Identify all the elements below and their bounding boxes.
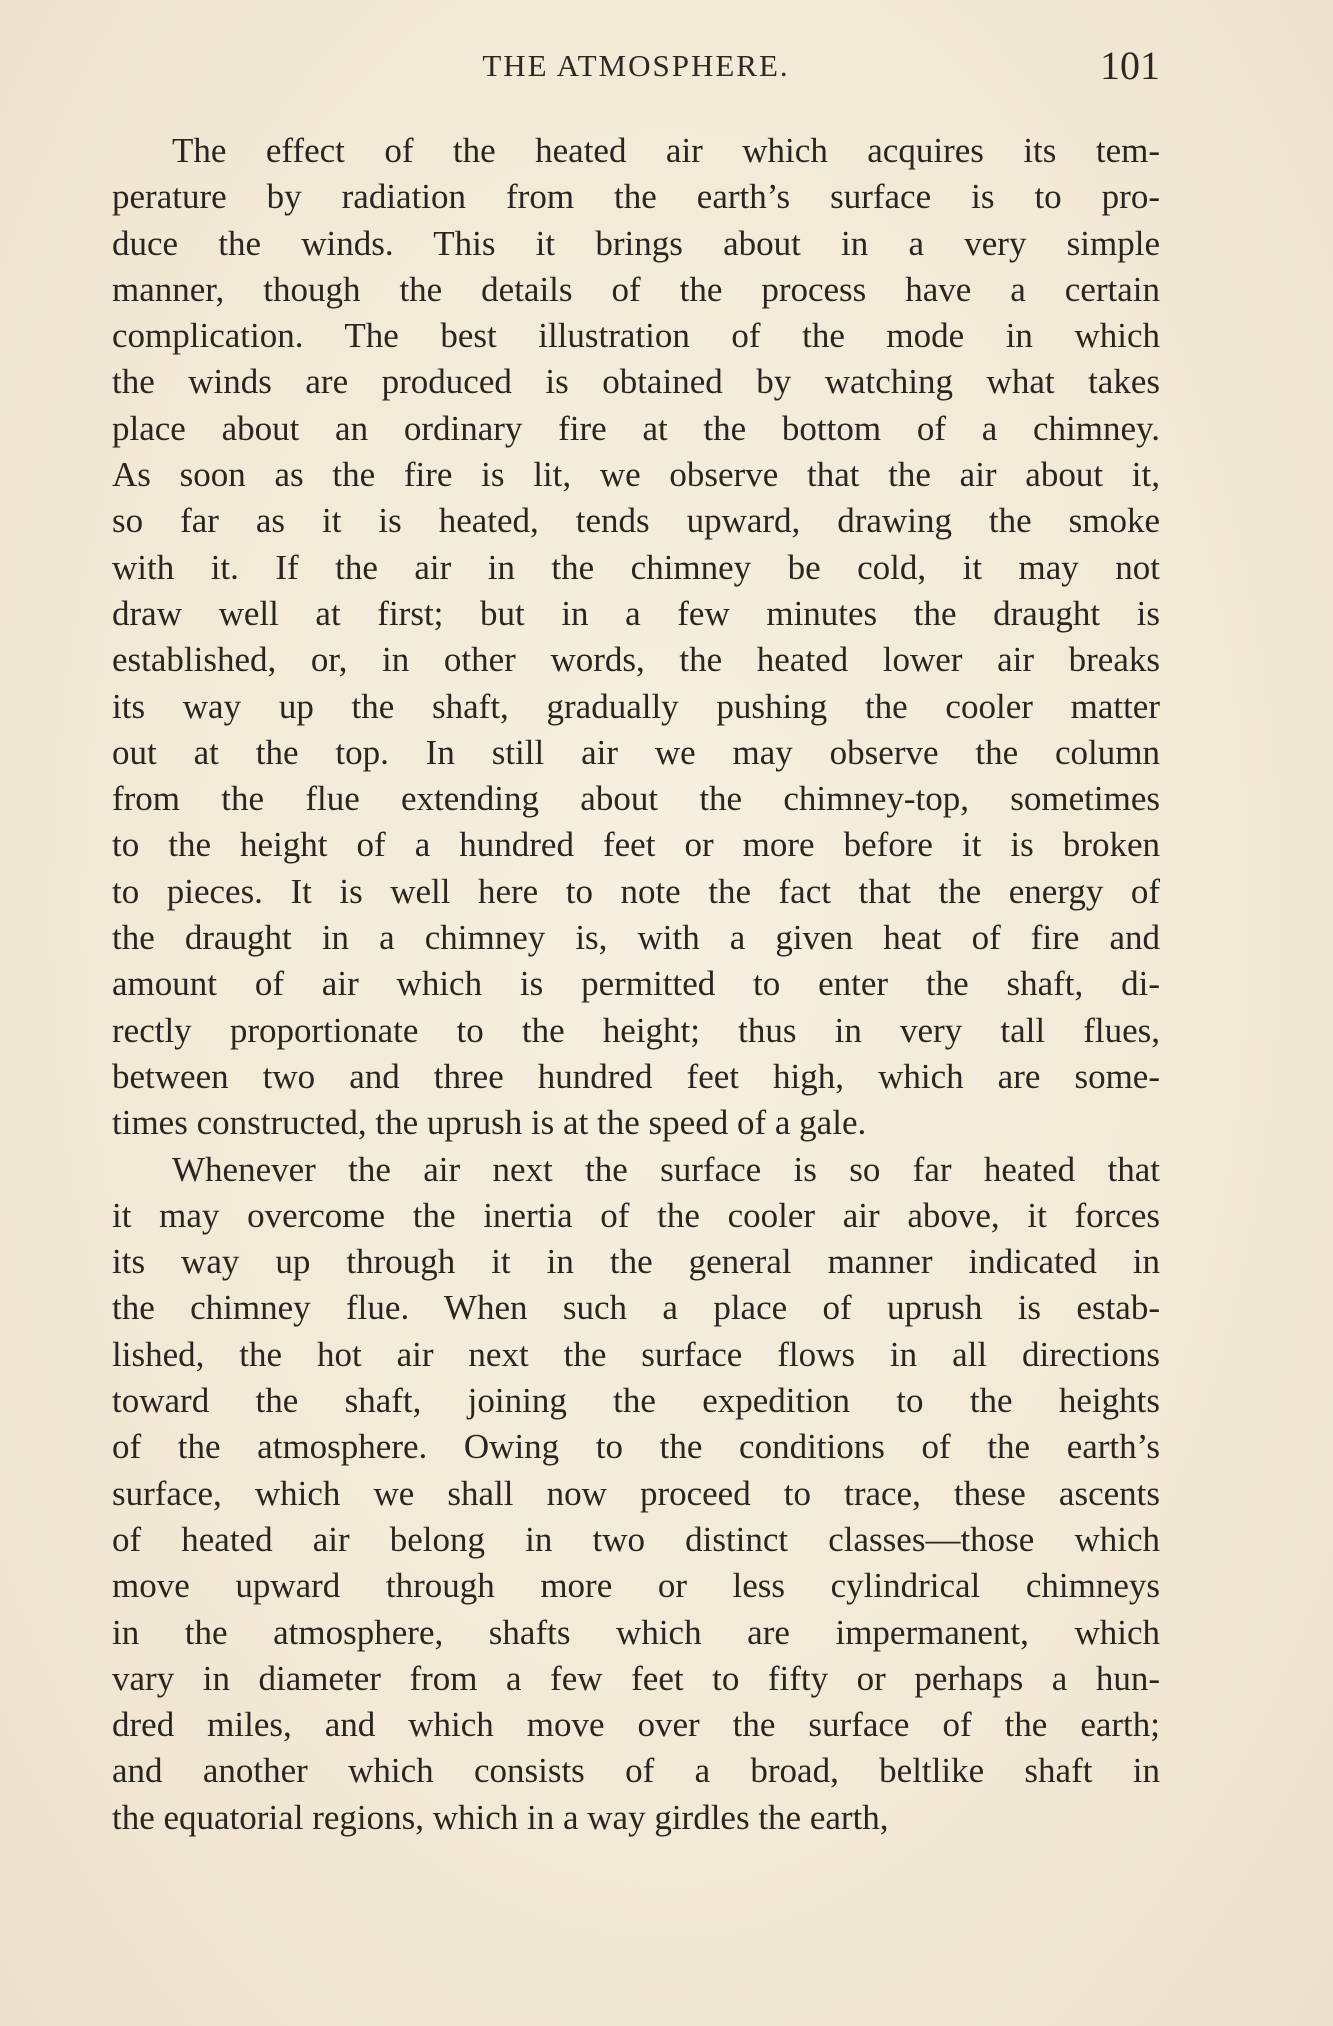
text-line: vary in diameter from a few feet to fifty or perhaps a hun-: [112, 1658, 1160, 1698]
text-line: the draught in a chimney is, with a given heat of fire and: [112, 918, 1160, 958]
text-line: move upward through more or less cylindrical chimneys: [112, 1566, 1160, 1606]
text-line: the equatorial regions, which in a way girdles the earth,: [112, 1797, 889, 1837]
text-line: the winds are produced is obtained by watching what takes: [112, 362, 1160, 402]
text-line: As soon as the fire is lit, we observe that the air about it,: [112, 455, 1160, 495]
text-line: to pieces. It is well here to note the fact that the energy of: [112, 871, 1160, 911]
text-line: dred miles, and which move over the surface of the earth;: [112, 1705, 1160, 1745]
text-line: amount of air which is permitted to enter the shaft, di-: [112, 964, 1160, 1004]
running-head: [112, 42, 1160, 92]
page-number: 101: [1100, 43, 1160, 88]
text-line: of heated air belong in two distinct classes—those which: [112, 1519, 1160, 1559]
text-line: between two and three hundred feet high, which are some-: [112, 1056, 1160, 1096]
paragraph-1: [112, 128, 1160, 1147]
text-line: times constructed, the uprush is at the speed of a gale.: [112, 1103, 867, 1143]
text-line: draw well at first; but in a few minutes the draught is: [112, 593, 1160, 633]
text-line: it may overcome the inertia of the cooler air above, it forces: [112, 1195, 1160, 1235]
text-line: out at the top. In still air we may observe the column: [112, 732, 1160, 772]
paragraph-2: [112, 1147, 1160, 1841]
text-line: established, or, in other words, the heated lower air breaks: [112, 640, 1160, 680]
text-line: duce the winds. This it brings about in a very simple: [112, 223, 1160, 263]
text-line: toward the shaft, joining the expedition to the heights: [112, 1381, 1160, 1421]
text-line: to the height of a hundred feet or more before it is broken: [112, 825, 1160, 865]
text-line: with it. If the air in the chimney be cold, it may not: [112, 547, 1160, 587]
text-line: so far as it is heated, tends upward, drawing the smoke: [112, 501, 1160, 541]
paragraphs: [112, 128, 1160, 1841]
text-line: manner, though the details of the process have a certain: [112, 269, 1160, 309]
text-line: and another which consists of a broad, beltlike shaft in: [112, 1751, 1160, 1791]
text-line: complication. The best illustration of the mode in which: [112, 316, 1160, 356]
text-line: lished, the hot air next the surface flows in all directions: [112, 1334, 1160, 1374]
text-line: Whenever the air next the surface is so far heated that: [172, 1149, 1160, 1189]
text-line: The effect of the heated air which acquires its tem-: [172, 131, 1160, 170]
text-line: rectly proportionate to the height; thus in very tall flues,: [112, 1010, 1160, 1050]
text-line: its way up the shaft, gradually pushing the cooler matter: [112, 686, 1160, 726]
text-line: surface, which we shall now proceed to trace, these ascents: [112, 1473, 1160, 1513]
text-line: perature by radiation from the earth’s surface is to pro-: [112, 177, 1160, 217]
body-text: [112, 128, 1160, 1841]
text-line: its way up through it in the general manner indicated in: [112, 1242, 1160, 1282]
text-line: of the atmosphere. Owing to the conditions of the earth’s: [112, 1427, 1160, 1467]
text-line: in the atmosphere, shafts which are impermanent, which: [112, 1612, 1160, 1652]
text-line: from the flue extending about the chimney-top, sometimes: [112, 779, 1160, 819]
running-title: THE ATMOSPHERE.: [482, 48, 790, 83]
text-line: the chimney flue. When such a place of uprush is estab-: [112, 1288, 1160, 1328]
text-line: place about an ordinary fire at the bottom of a chimney.: [112, 408, 1160, 448]
